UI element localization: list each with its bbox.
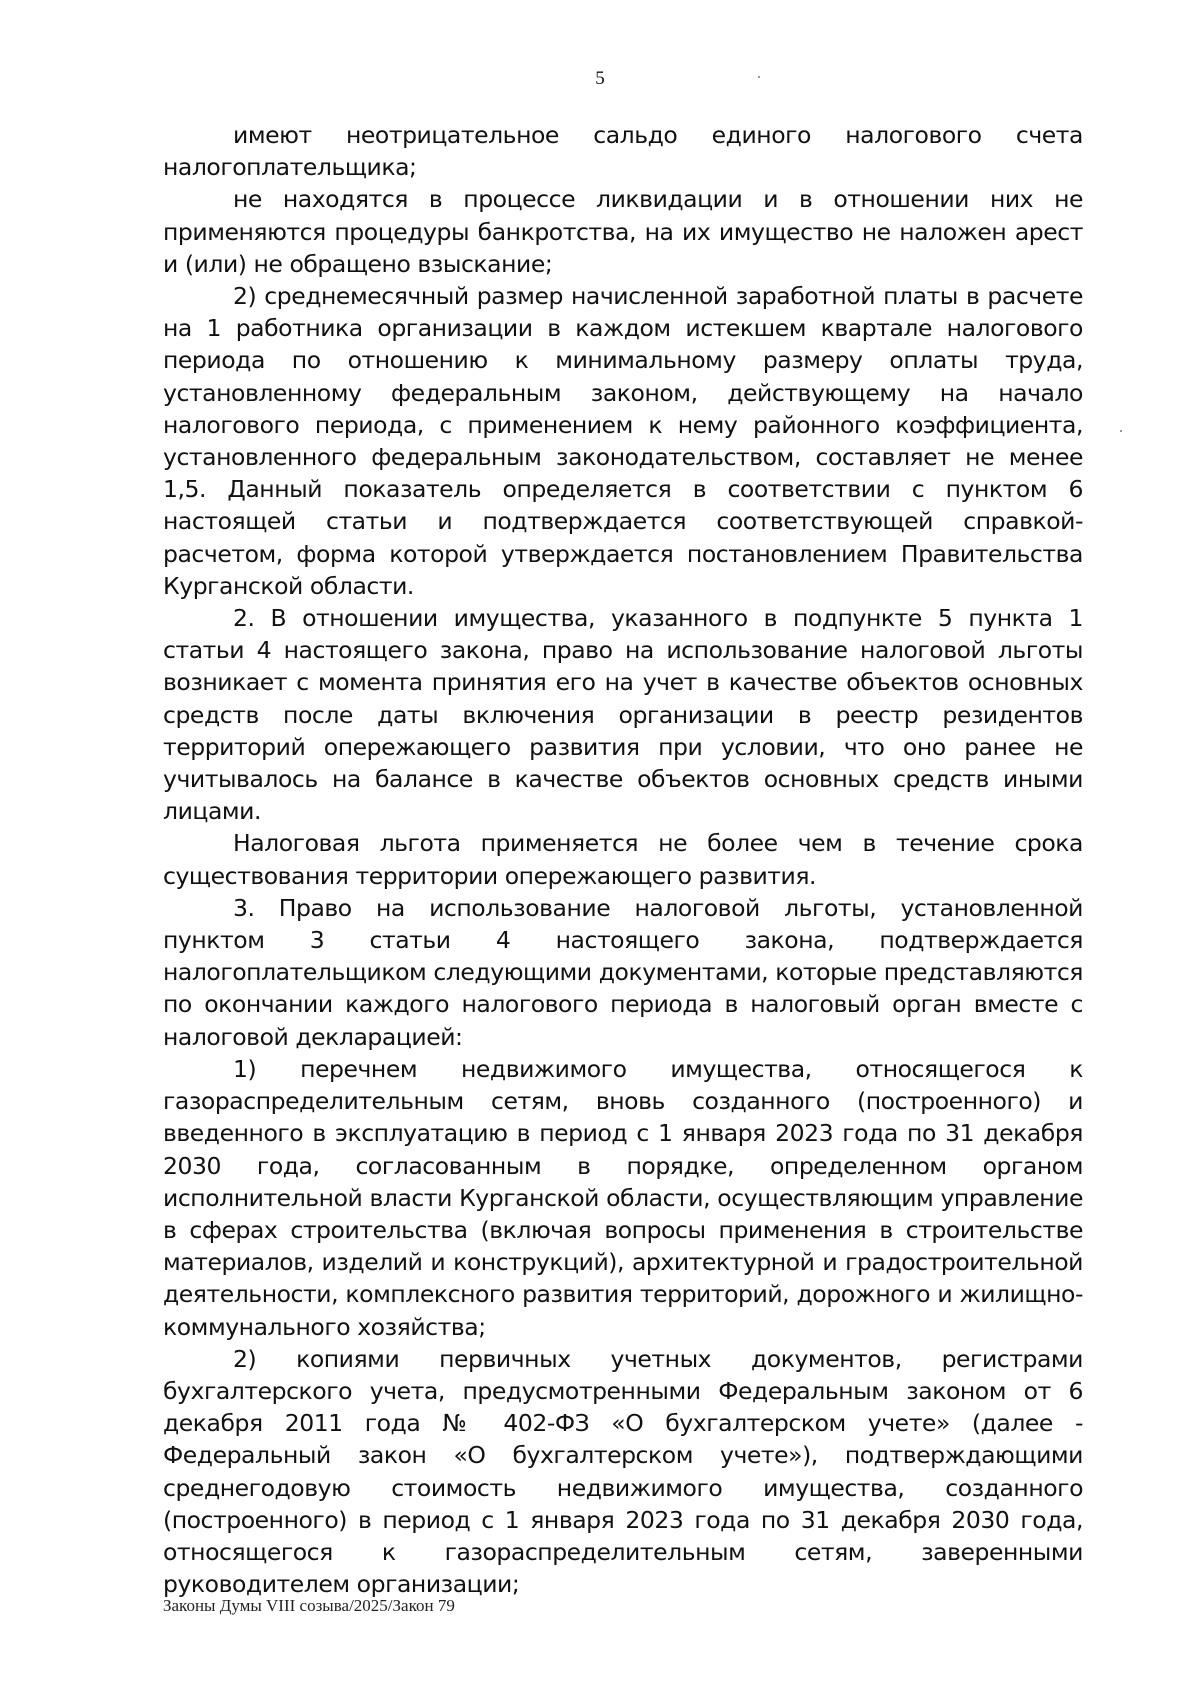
paragraph-5: Налоговая льгота применяется не более чем в течение срока существования территории опережающего развития. [163, 829, 1083, 890]
scan-speck [758, 76, 760, 78]
paragraph-7: 1) перечнем недвижимого имущества, относящегося к газораспределительным сетям, вновь созданного (построенного) и введенного в эксплуатацию в период с 1 января 2023 года по 31 декабря 2030 года, согласованным в порядке, определенном органом исполнительной власти Курганской области, осуществляющим управление в сферах строительства (включая вопросы применения в строительстве материалов, изделий и конструкций), архитектурной и градостроительной деятельности, комплексного развития территорий, дорожного и жилищно-коммунального хозяйства; [163, 1054, 1083, 1341]
scan-speck [1120, 430, 1122, 432]
paragraph-4: 2. В отношении имущества, указанного в подпункте 5 пункта 1 статьи 4 настоящего закона, право на использование налоговой льготы возникает с момента принятия его на учет в качестве объектов основных средств после даты включения организации в реестр резидентов территорий опережающего развития при условии, что оно ранее не учитывалось на балансе в качестве объектов основных средств иными лицами. [163, 604, 1083, 826]
paragraph-8: 2) копиями первичных учетных документов, регистрами бухгалтерского учета, предусмотренными Федеральным законом от 6 декабря 2011 года № 402-ФЗ «О бухгалтерском учете» (далее - Федеральный закон «О бухгалтерском учете»), подтверждающими среднегодовую стоимость недвижимого имущества, созданного (построенного) в период с 1 января 2023 года по 31 декабря 2030 года, относящегося к газораспределительным сетям, заверенными руководителем организации; [163, 1344, 1083, 1599]
document-body [163, 119, 1083, 1600]
document-footer: Законы Думы VIII созыва/2025/Закон 79 [163, 1596, 455, 1615]
paragraph-1: имеют неотрицательное сальдо единого налогового счета налогоплательщика; [163, 121, 1083, 182]
paragraph-2: не находятся в процессе ликвидации и в отношении них не применяются процедуры банкротства, на их имущество не наложен арест и (или) не обращено взыскание; [163, 185, 1083, 278]
paragraph-6: 3. Право на использование налоговой льготы, установленной пунктом 3 статьи 4 настоящего закона, подтверждается налогоплательщиком следующими документами, которые представляются по окончании каждого налогового периода в налоговый орган вместе с налоговой декларацией: [163, 893, 1083, 1051]
page-number: 5 [595, 68, 605, 89]
paragraph-3: 2) среднемесячный размер начисленной заработной платы в расчете на 1 работника организации в каждом истекшем квартале налогового периода по отношению к минимальному размеру оплаты труда, установленному федеральным законом, действующему на начало налогового периода, с применением к нему районного коэффициента, установленного федеральным законодательством, составляет не менее 1,5. Данный показатель определяется в соответствии с пунктом 6 настоящей статьи и подтверждается соответствующей справкой-расчетом, форма которой утверждается постановлением Правительства Курганской области. [163, 282, 1083, 600]
